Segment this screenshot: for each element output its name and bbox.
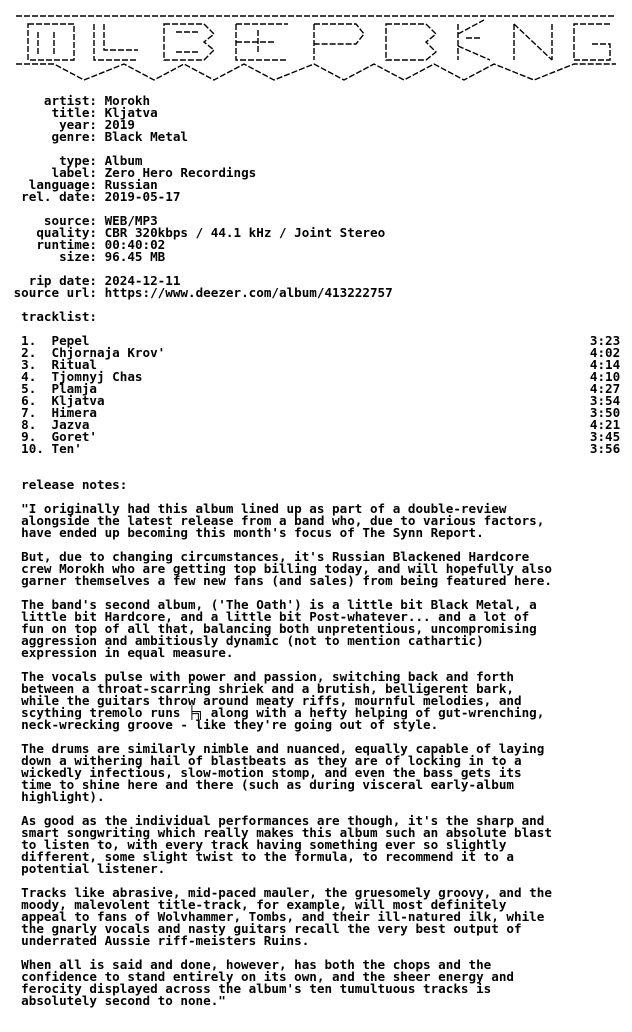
info-value: 2019: [104, 117, 135, 132]
release-note-line: underrated Aussie riff-meisters Ruins.: [21, 933, 310, 948]
release-note-line: have ended up becoming this month's focus of The Synn Report.: [21, 525, 484, 540]
info-value: 96.45 MB: [104, 249, 166, 264]
release-note-line: to listen to, with every track having something ever so slightly: [21, 837, 507, 852]
info-label: artist:: [43, 93, 97, 108]
release-note-line: moody, malevolent title-track, for example, will most definitely: [21, 897, 507, 912]
track-title: Chjornaja Krov': [51, 345, 166, 360]
nfo-line: [6, 311, 626, 323]
track-number: 2.: [21, 345, 52, 360]
track-title: Jazva: [51, 417, 90, 432]
info-label: type:: [59, 153, 97, 168]
ascii-art-logo: [14, 10, 618, 90]
info-label: source:: [43, 213, 97, 228]
release-note-line: down a withering hail of blastbeats as they are of locking in to a: [21, 753, 522, 768]
release-note-line: absolutely second to none.": [21, 993, 226, 1008]
nfo-line: [6, 647, 626, 659]
release-note-line: The band's second album, ('The Oath') is a little bit Black Metal, a: [21, 597, 537, 612]
nfo-line: [6, 299, 626, 311]
info-value: Album: [104, 153, 143, 168]
info-value: Morokh: [104, 93, 151, 108]
track-title: Himera: [51, 405, 98, 420]
info-value: https://www.deezer.com/album/413222757: [104, 285, 393, 300]
nfo-line: [6, 995, 626, 1007]
info-label: genre:: [51, 129, 97, 144]
release-note-line: ferocity displayed across the album's ten tumultuous tracks is: [21, 981, 492, 996]
info-label: label:: [51, 165, 97, 180]
tracklist-heading: tracklist:: [21, 309, 97, 324]
track-number: 10.: [21, 441, 52, 456]
release-note-line: alongside the latest release from a band who, due to various factors,: [21, 513, 545, 528]
info-label: runtime:: [36, 237, 98, 252]
info-value: Black Metal: [104, 129, 188, 144]
track-number: 1.: [21, 333, 52, 348]
info-label: language:: [28, 177, 97, 192]
release-note-line: potential listener.: [21, 861, 166, 876]
release-note-line: fun on top of all that, balancing both unpretentious, uncompromising: [21, 621, 537, 636]
track-number: 5.: [21, 381, 52, 396]
release-note-line: As good as the individual performances are though, it's the sharp and: [21, 813, 545, 828]
info-label: year:: [59, 117, 97, 132]
track-duration: 4:21: [589, 417, 621, 432]
nfo-line: [6, 287, 626, 299]
release-note-line: the gnarly vocals and nasty guitars recall the very best output of: [21, 921, 522, 936]
release-note-line: scything tremolo runs ╞╗ along with a hefty helping of gut-wrenching,: [21, 705, 545, 720]
info-value: 2024-12-11: [104, 273, 181, 288]
release-note-line: neck-wrecking groove - like they're going out of style.: [21, 717, 439, 732]
release-note-line: appeal to fans of Wolvhammer, Tombs, and their ill-natured ilk, while: [21, 909, 545, 924]
release-note-line: between a throat-scarring shriek and a brutish, belligerent bark,: [21, 681, 515, 696]
nfo-text: [6, 95, 626, 1007]
info-label: source url:: [13, 285, 97, 300]
nfo-line: [6, 443, 626, 455]
release-note-line: wickedly infectious, slow-motion stomp, and even the bass gets its: [21, 765, 522, 780]
track-title: Pepel: [51, 333, 90, 348]
release-note-line: expression in equal measure.: [21, 645, 234, 660]
track-title: Ten': [51, 441, 82, 456]
release-note-line: different, some slight twist to the formula, to recommend it to a: [21, 849, 515, 864]
info-value: Kljatva: [104, 105, 158, 120]
track-duration: 3:45: [589, 429, 621, 444]
release-note-line: confidence to stand entirely on its own, and the sheer energy and: [21, 969, 515, 984]
info-label: title:: [51, 105, 97, 120]
info-value: Zero Hero Recordings: [104, 165, 257, 180]
track-title: Kljatva: [51, 393, 105, 408]
release-note-line: little bit Hardcore, and a little bit Post-whatever... and a lot of: [21, 609, 530, 624]
track-duration: 3:50: [589, 405, 621, 420]
track-number: 6.: [21, 393, 52, 408]
track-title: Goret': [51, 429, 98, 444]
info-label: rip date:: [28, 273, 97, 288]
nfo-line: [6, 191, 626, 203]
track-duration: 4:10: [589, 369, 621, 384]
release-note-line: highlight).: [21, 789, 105, 804]
release-note-line: time to shine here and there (such as during visceral early-album: [21, 777, 515, 792]
release-note-line: crew Morokh who are getting top billing today, and will hopefully also: [21, 561, 552, 576]
release-note-line: aggression and ambitiously dynamic (not to mention cathartic): [21, 633, 484, 648]
nfo-line: [6, 791, 626, 803]
track-duration: 4:02: [589, 345, 621, 360]
track-duration: 3:56: [589, 441, 621, 456]
nfo-line: [6, 575, 626, 587]
nfo-line: [6, 863, 626, 875]
release-note-line: Tracks like abrasive, mid-paced mauler, the gruesomely groovy, and the: [21, 885, 552, 900]
nfo-line: [6, 479, 626, 491]
info-value: 2019-05-17: [104, 189, 181, 204]
nfo-line: [6, 251, 626, 263]
info-label: size:: [59, 249, 97, 264]
release-notes-heading: release notes:: [21, 477, 128, 492]
nfo-line: [6, 935, 626, 947]
track-duration: 3:23: [589, 333, 621, 348]
track-number: 7.: [21, 405, 52, 420]
info-label: quality:: [36, 225, 98, 240]
track-title: Plamja: [51, 381, 98, 396]
info-value: CBR 320kbps / 44.1 kHz / Joint Stereo: [104, 225, 386, 240]
track-title: Tjomnyj Chas: [51, 369, 143, 384]
release-note-line: while the guitars throw around meaty riffs, mournful melodies, and: [21, 693, 522, 708]
nfo-line: [6, 719, 626, 731]
release-note-line: When all is said and done, however, has both the chops and the: [21, 957, 492, 972]
release-note-line: garner themselves a few new fans (and sales) from being featured here.: [21, 573, 552, 588]
track-number: 9.: [21, 429, 52, 444]
track-duration: 4:27: [589, 381, 621, 396]
nfo-line: [6, 527, 626, 539]
track-duration: 4:14: [589, 357, 621, 372]
nfo-line: [6, 131, 626, 143]
release-note-line: smart songwriting which really makes this album such an absolute blast: [21, 825, 552, 840]
release-note-line: The drums are similarly nimble and nuanced, equally capable of laying: [21, 741, 545, 756]
info-value: Russian: [104, 177, 158, 192]
release-note-line: "I originally had this album lined up as part of a double-review: [21, 501, 507, 516]
nfo-line: [6, 455, 626, 467]
release-note-line: But, due to changing circumstances, it's Russian Blackened Hardcore: [21, 549, 530, 564]
track-number: 3.: [21, 357, 52, 372]
info-value: WEB/MP3: [104, 213, 158, 228]
track-duration: 3:54: [589, 393, 621, 408]
info-value: 00:40:02: [104, 237, 166, 252]
info-label: rel. date:: [21, 189, 97, 204]
release-note-line: The vocals pulse with power and passion, switching back and forth: [21, 669, 515, 684]
track-number: 4.: [21, 369, 52, 384]
track-number: 8.: [21, 417, 52, 432]
track-title: Ritual: [51, 357, 98, 372]
